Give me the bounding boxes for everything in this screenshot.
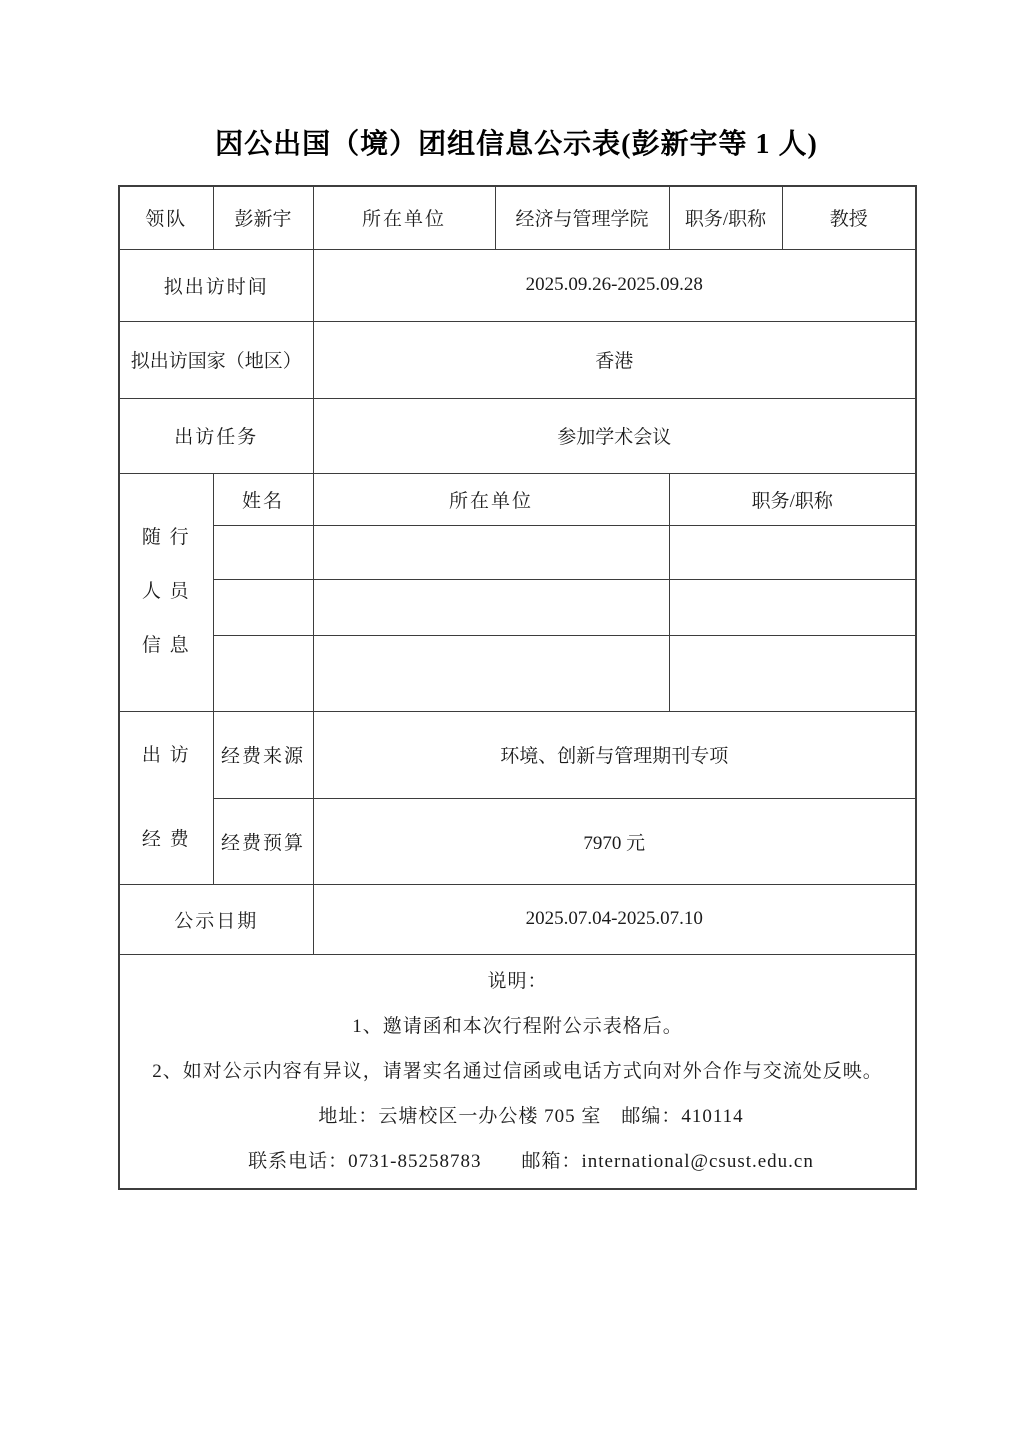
publicity-date-label: 公示日期 [119, 884, 313, 954]
funding-budget-label: 经费预算 [213, 798, 313, 884]
companion-row-empty [119, 579, 916, 635]
leader-unit-label: 所在单位 [313, 186, 495, 249]
visit-time-label: 拟出访时间 [119, 249, 313, 321]
funding-budget-value: 7970 元 [313, 798, 916, 884]
companions-group-label-line: 人 员 [141, 581, 191, 602]
funding-source-label: 经费来源 [213, 711, 313, 798]
notes-address-line: 地址：云塘校区一办公楼 705 室 邮编：410114 [318, 1105, 744, 1127]
companions-group-label [119, 473, 213, 711]
destination-label: 拟出访国家（地区） [119, 321, 313, 398]
notes-line-1: 1、邀请函和本次行程附公示表格后。 [352, 1015, 683, 1037]
destination-value: 香港 [313, 321, 916, 398]
companions-header-name: 姓名 [213, 473, 313, 525]
companion-row-empty [119, 635, 916, 711]
notes-heading: 说明： [487, 970, 548, 992]
leader-title-label: 职务/职称 [669, 186, 782, 249]
task-label: 出访任务 [119, 398, 313, 473]
leader-name-value: 彭新宇 [213, 186, 313, 249]
funding-source-row [119, 711, 916, 798]
companion-title-cell [669, 525, 916, 579]
funding-budget-row [119, 798, 916, 884]
companion-name-cell [213, 525, 313, 579]
companions-header-row [119, 473, 916, 525]
visit-time-row [119, 249, 916, 321]
companion-row-empty [119, 525, 916, 579]
publicity-date-value: 2025.07.04-2025.07.10 [313, 884, 916, 954]
funding-group-label-line: 出 访 [141, 744, 191, 766]
companions-group-label-line: 信 息 [141, 635, 191, 656]
funding-group-label [119, 711, 213, 884]
page-title: 因公出国（境）团组信息公示表(彭新宇等 1 人) [215, 129, 818, 160]
leader-label: 领队 [119, 186, 213, 249]
companion-title-cell [669, 635, 916, 711]
task-row [119, 398, 916, 473]
leader-title-value: 教授 [782, 186, 916, 249]
companion-unit-cell [313, 525, 669, 579]
companions-group-label-line: 随 行 [141, 527, 191, 548]
notes-contact-line: 联系电话：0731-85258783 邮箱：international@csust.edu.cn [248, 1150, 814, 1172]
notes-cell [119, 954, 916, 1189]
companion-name-cell [213, 579, 313, 635]
companions-header-title: 职务/职称 [669, 473, 916, 525]
visit-time-value: 2025.09.26-2025.09.28 [313, 249, 916, 321]
leader-unit-value: 经济与管理学院 [495, 186, 669, 249]
companion-unit-cell [313, 579, 669, 635]
funding-group-label-line: 经 费 [141, 828, 191, 850]
destination-row [119, 321, 916, 398]
notes-row [119, 954, 916, 1189]
notes-line-2: 2、如对公示内容有异议，请署实名通过信函或电话方式向对外合作与交流处反映。 [152, 1060, 883, 1082]
companion-title-cell [669, 579, 916, 635]
leader-row [119, 186, 916, 249]
companion-unit-cell [313, 635, 669, 711]
task-value: 参加学术会议 [313, 398, 916, 473]
companions-header-unit: 所在单位 [313, 473, 669, 525]
publicity-date-row [119, 884, 916, 954]
funding-source-value: 环境、创新与管理期刊专项 [313, 711, 916, 798]
trip-info-table [118, 185, 917, 1190]
companion-name-cell [213, 635, 313, 711]
